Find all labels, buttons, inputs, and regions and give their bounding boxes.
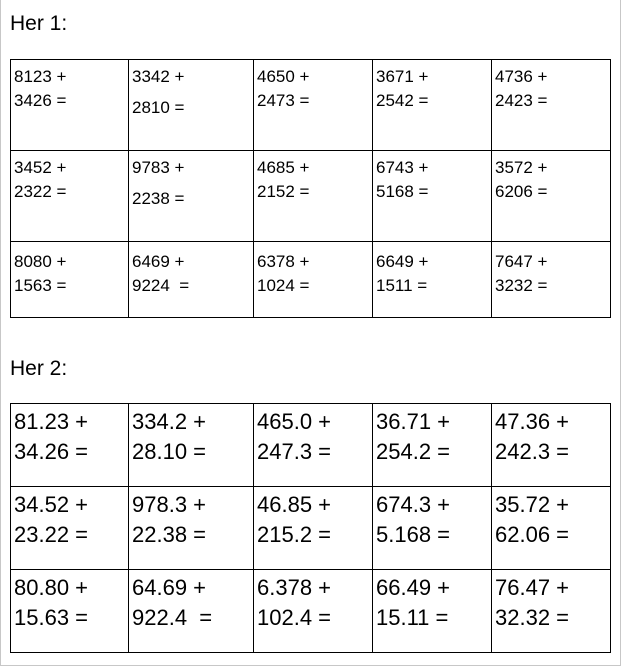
problem-row [11,570,611,653]
problem-cell [129,570,254,653]
addend-1: 34.52 + [14,492,89,517]
addend-1: 76.47 + [495,575,570,600]
problem-cell [129,404,254,487]
problem-cell [492,404,611,487]
addend-2: 23.22 = [14,522,89,547]
addend-1: 6743 + [376,158,429,177]
addend-1: 465.0 + [257,409,332,434]
addend-2: 3426 = [14,91,67,110]
addend-1: 978.3 + [132,492,207,517]
problem-row [11,487,611,570]
addend-2: 6206 = [495,182,548,201]
addend-1: 3671 + [376,67,429,86]
addend-2: 254.2 = [376,439,451,464]
problem-cell [373,151,492,242]
addend-2: 102.4 = [257,605,332,630]
addend-2: 22.38 = [132,522,207,547]
problem-row [11,242,611,318]
section-1-problem-grid [10,59,611,318]
addend-1: 4685 + [257,158,310,177]
section-2-heading: Her 2: [10,357,68,380]
addend-1: 334.2 + [132,409,207,434]
addend-1: 8080 + [14,252,67,271]
problem-cell [254,404,373,487]
addend-2: 2152 = [257,182,310,201]
problem-cell [492,570,611,653]
addend-1: 66.49 + [376,575,451,600]
problem-cell [254,487,373,570]
addend-1: 7647 + [495,252,548,271]
problem-cell [11,487,129,570]
addend-1: 80.80 + [14,575,89,600]
problem-cell [129,60,254,151]
problem-cell [254,570,373,653]
problem-cell [11,242,129,318]
addend-1: 64.69 + [132,575,207,600]
addend-1: 35.72 + [495,492,570,517]
problem-cell [373,242,492,318]
addend-2: 32.32 = [495,605,570,630]
addend-2: 922.4 = [132,605,213,630]
addend-2: 1563 = [14,276,67,295]
addend-2: 1024 = [257,276,310,295]
addend-1: 6469 + [132,252,185,271]
addend-1: 3452 + [14,158,67,177]
problem-row [11,404,611,487]
addend-1: 9783 + [132,158,185,177]
problem-cell [492,60,611,151]
addend-2: 3232 = [495,276,548,295]
problem-cell [129,151,254,242]
addend-2: 2238 = [132,189,185,208]
addend-2: 215.2 = [257,522,332,547]
problem-cell [254,242,373,318]
addend-1: 3572 + [495,158,548,177]
problem-cell [373,570,492,653]
addend-1: 3342 + [132,67,185,86]
addend-1: 4650 + [257,67,310,86]
problem-cell [373,60,492,151]
problem-cell [492,242,611,318]
problem-cell [492,151,611,242]
addend-2: 15.63 = [14,605,89,630]
addend-1: 4736 + [495,67,548,86]
problem-cell [11,151,129,242]
section-2-problem-grid [10,403,611,653]
addend-2: 247.3 = [257,439,332,464]
problem-cell [129,487,254,570]
addend-2: 5168 = [376,182,429,201]
addend-2: 15.11 = [376,605,449,630]
addend-2: 242.3 = [495,439,570,464]
problem-row [11,151,611,242]
addend-2: 62.06 = [495,522,570,547]
addend-2: 28.10 = [132,439,207,464]
problem-cell [254,60,373,151]
addend-1: 674.3 + [376,492,451,517]
addend-1: 6649 + [376,252,429,271]
addend-2: 5.168 = [376,522,451,547]
addend-1: 47.36 + [495,409,570,434]
addend-2: 2473 = [257,91,310,110]
addend-2: 2810 = [132,98,185,117]
problem-cell [373,404,492,487]
addend-1: 8123 + [14,67,67,86]
problem-cell [254,151,373,242]
addend-1: 6.378 + [257,575,332,600]
problem-cell [373,487,492,570]
addend-1: 36.71 + [376,409,451,434]
addend-1: 46.85 + [257,492,332,517]
addend-2: 9224 = [132,276,190,295]
addend-2: 2542 = [376,91,429,110]
problem-cell [11,60,129,151]
section-1-heading: Her 1: [10,12,68,35]
problem-cell [492,487,611,570]
problem-cell [129,242,254,318]
problem-cell [11,570,129,653]
problem-row [11,60,611,151]
addend-2: 2423 = [495,91,548,110]
addend-2: 1511 = [376,276,428,295]
problem-cell [11,404,129,487]
addend-2: 34.26 = [14,439,89,464]
addend-2: 2322 = [14,182,67,201]
addend-1: 6378 + [257,252,310,271]
addend-1: 81.23 + [14,409,89,434]
